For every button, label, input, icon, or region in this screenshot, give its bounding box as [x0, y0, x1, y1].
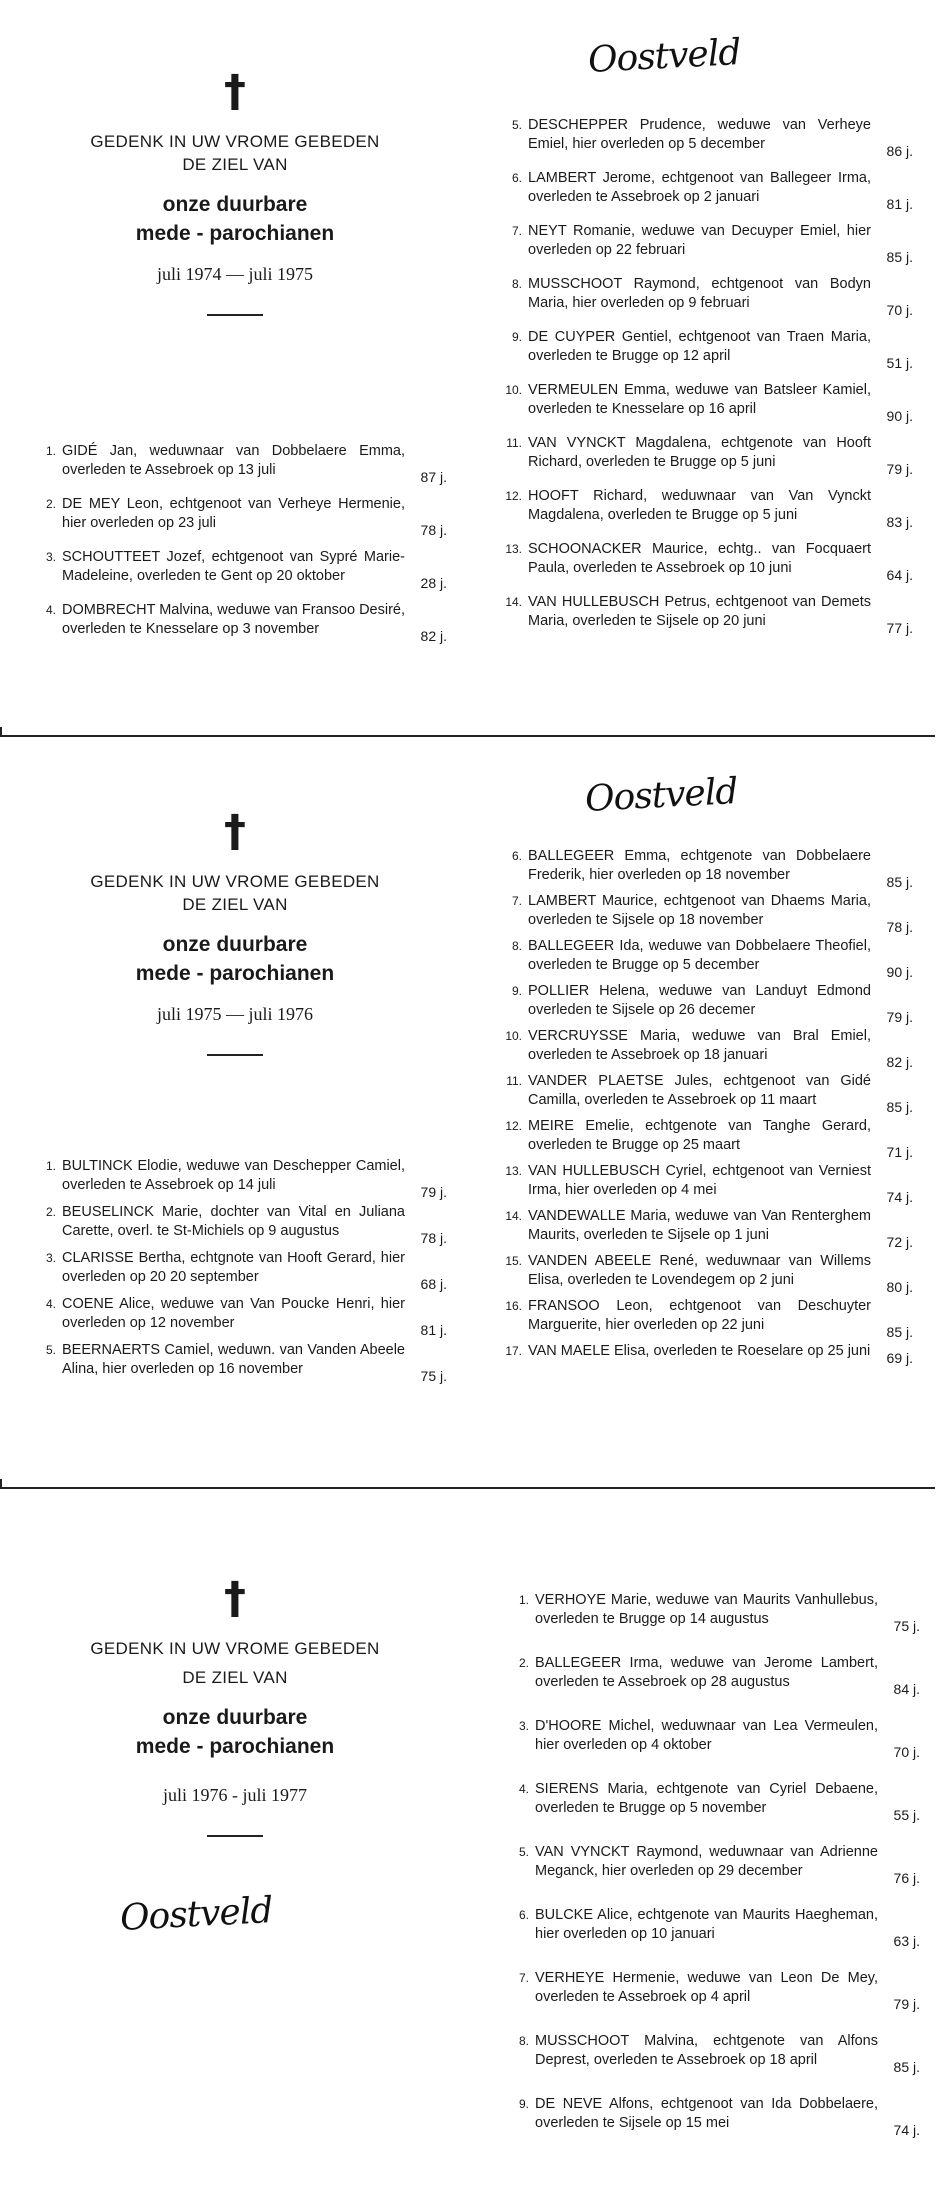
entry-text: BULTINCK Elodie, weduwe van Deschepper Camiel, overleden te Assebroek op 14 juli [62, 1158, 405, 1193]
entry-number: 6. [511, 171, 522, 185]
obituary-list-right [505, 116, 913, 636]
obituary-list-left [42, 1157, 447, 1384]
obituary-entry [506, 434, 913, 477]
entry-number: 14. [505, 595, 522, 609]
divider-dash [207, 314, 263, 316]
obituary-entry [505, 593, 913, 636]
entry-number: 2. [518, 1656, 529, 1670]
entry-text: BALLEGEER Emma, echtgenote van Dobbelaere Frederik, hier overleden op 18 november [528, 848, 871, 883]
entry-number: 11. [506, 436, 522, 450]
entry-number: 9. [518, 2097, 529, 2111]
entry-number: 7. [511, 224, 522, 238]
entry-number: 8. [511, 277, 522, 291]
entry-age: 75 j. [420, 1368, 447, 1384]
title-line-2: mede - parochianen [135, 962, 335, 985]
obituary-entry [42, 1295, 447, 1338]
entry-number: 1. [518, 1593, 529, 1607]
cross-icon: † [224, 1573, 246, 1624]
entry-text: DE NEVE Alfons, echtgenoot van Ida Dobbelaere, overleden te Sijsele op 15 mei [535, 2096, 878, 2131]
title-line-2: mede - parochianen [135, 222, 335, 245]
entry-number: 2. [45, 497, 56, 511]
entry-age: 70 j. [893, 1744, 920, 1760]
entry-age: 68 j. [420, 1276, 447, 1292]
entry-age: 72 j. [886, 1234, 913, 1250]
entry-age: 80 j. [886, 1279, 913, 1295]
entry-text: DESCHEPPER Prudence, weduwe van Verheye Emiel, hier overleden op 5 december [528, 117, 871, 152]
obituary-entry [42, 601, 447, 644]
entry-text: D'HOORE Michel, weduwnaar van Lea Vermeulen, hier overleden op 4 oktober [535, 1718, 878, 1753]
entry-text: VERHOYE Marie, weduwe van Maurits Vanhullebus, overleden te Brugge op 14 augustus [535, 1592, 878, 1627]
entry-text: DOMBRECHT Malvina, weduwe van Fransoo Desiré, overleden te Knesselare op 3 november [62, 602, 406, 637]
cross-icon: † [224, 806, 246, 857]
entry-age: 81 j. [886, 196, 913, 212]
obituary-entry [508, 169, 913, 212]
heading-line-2: DE ZIEL VAN [182, 1668, 288, 1687]
obituary-entry [508, 982, 913, 1025]
entry-age: 77 j. [886, 620, 913, 636]
entry-text: DE MEY Leon, echtgenoot van Verheye Hermenie, hier overleden op 23 juli [62, 496, 405, 531]
entry-text: NEYT Romanie, weduwe van Decuyper Emiel, hier overleden op 22 februari [528, 223, 871, 258]
heading-line-2: DE ZIEL VAN [182, 895, 288, 914]
entry-age: 90 j. [886, 408, 913, 424]
heading-line-2: DE ZIEL VAN [182, 155, 288, 174]
entry-text: SCHOUTTEET Jozef, echtgenoot van Sypré Marie-Madeleine, overleden te Gent op 20 oktober [62, 549, 405, 584]
entry-age: 28 j. [420, 575, 447, 591]
entry-age: 74 j. [886, 1189, 913, 1205]
obituary-entry [505, 1162, 913, 1205]
obituary-entry [508, 847, 913, 890]
entry-age: 90 j. [886, 964, 913, 980]
obituary-list-right [515, 1591, 920, 2138]
entry-number: 6. [518, 1908, 529, 1922]
entry-age: 78 j. [420, 522, 447, 538]
entry-age: 83 j. [886, 514, 913, 530]
obituary-entry [515, 1969, 920, 2012]
period-label: juli 1975 — juli 1976 [156, 1004, 313, 1024]
entry-age: 79 j. [886, 461, 913, 477]
obituary-entry [515, 1654, 920, 1697]
entry-text: VANDEWALLE Maria, weduwe van Van Renterghem Maurits, overleden te Sijsele op 1 juni [528, 1208, 871, 1243]
obituary-entry [42, 442, 447, 485]
obituary-list-right [505, 847, 913, 1366]
entry-text: VERCRUYSSE Maria, weduwe van Bral Emiel, overleden te Assebroek op 18 januari [528, 1028, 871, 1063]
obituary-entry [505, 1252, 913, 1295]
heading-line-1: GEDENK IN UW VROME GEBEDEN [90, 132, 380, 151]
handwritten-note: Oostveld [119, 1890, 274, 1939]
entry-number: 4. [518, 1782, 529, 1796]
entry-age: 82 j. [886, 1054, 913, 1070]
entry-number: 6. [511, 849, 522, 863]
obituary-entry [505, 1207, 913, 1250]
entry-text: MUSSCHOOT Raymond, echtgenoot van Bodyn Maria, hier overleden op 9 februari [528, 276, 871, 311]
entry-age: 78 j. [420, 1230, 447, 1246]
entry-text: POLLIER Helena, weduwe van Landuyt Edmond overleden te Sijsele op 26 decemer [528, 983, 871, 1018]
obituary-entry [42, 1203, 447, 1246]
obituary-entry [515, 2032, 920, 2075]
entry-number: 15. [505, 1254, 522, 1268]
entry-age: 85 j. [893, 2059, 920, 2075]
entry-text: FRANSOO Leon, echtgenoot van Deschuyter Marguerite, hier overleden op 22 juni [528, 1298, 871, 1333]
entry-age: 70 j. [886, 302, 913, 318]
entry-age: 63 j. [893, 1933, 920, 1949]
entry-number: 5. [518, 1845, 529, 1859]
entry-number: 8. [518, 2034, 529, 2048]
memorial-card-1975-1976 [0, 735, 950, 1487]
entry-text: DE CUYPER Gentiel, echtgenoot van Traen Maria, overleden te Brugge op 12 april [528, 329, 871, 364]
obituary-entry [515, 1843, 920, 1886]
card-heading [55, 806, 415, 1056]
obituary-entry [505, 487, 913, 530]
obituary-entry [506, 1072, 913, 1115]
obituary-entry [515, 2095, 920, 2138]
handwritten-note: Oostveld [587, 32, 742, 81]
entry-number: 14. [505, 1209, 522, 1223]
entry-age: 86 j. [886, 143, 913, 159]
entry-number: 12. [505, 489, 522, 503]
obituary-entry [515, 1906, 920, 1949]
entry-number: 5. [45, 1343, 56, 1357]
memorial-card-1974-1975 [0, 0, 950, 735]
entry-age: 79 j. [886, 1009, 913, 1025]
entry-number: 8. [511, 939, 522, 953]
entry-number: 13. [505, 542, 522, 556]
entry-number: 1. [45, 444, 56, 458]
entry-text: SIERENS Maria, echtgenote van Cyriel Debaene, overleden te Brugge op 5 november [535, 1781, 878, 1816]
obituary-list-left [42, 442, 447, 644]
entry-number: 5. [511, 118, 522, 132]
entry-age: 69 j. [886, 1350, 913, 1366]
entry-age: 79 j. [420, 1184, 447, 1200]
entry-age: 75 j. [893, 1618, 920, 1634]
entry-text: VANDER PLAETSE Jules, echtgenoot van Gidé Camilla, overleden te Assebroek op 11 maart [528, 1073, 871, 1108]
entry-number: 10. [505, 1029, 522, 1043]
divider-dash [207, 1835, 263, 1837]
entry-number: 7. [511, 894, 522, 908]
obituary-entry [505, 1117, 913, 1160]
entry-number: 3. [45, 550, 56, 564]
period-label: juli 1974 — juli 1975 [156, 264, 313, 284]
entry-text: HOOFT Richard, weduwnaar van Van Vynckt Magdalena, overleden te Brugge op 5 juni [528, 488, 871, 523]
handwritten-note: Oostveld [584, 771, 739, 820]
entry-age: 81 j. [420, 1322, 447, 1338]
obituary-entry [42, 1157, 447, 1200]
entry-age: 76 j. [893, 1870, 920, 1886]
entry-number: 10. [505, 383, 522, 397]
entry-age: 51 j. [886, 355, 913, 371]
entry-number: 13. [505, 1164, 522, 1178]
obituary-entry [508, 328, 913, 371]
memorial-card-1976-1977 [0, 1487, 950, 2211]
obituary-entry [505, 540, 913, 583]
entry-number: 3. [518, 1719, 529, 1733]
entry-age: 85 j. [886, 874, 913, 890]
entry-number: 4. [45, 603, 56, 617]
heading-line-1: GEDENK IN UW VROME GEBEDEN [90, 872, 380, 891]
entry-text: VAN VYNCKT Raymond, weduwnaar van Adrienne Meganck, hier overleden op 29 december [535, 1844, 878, 1879]
title-line-1: onze duurbare [162, 1706, 308, 1729]
cross-icon: † [224, 66, 246, 117]
entry-number: 9. [511, 330, 522, 344]
entry-number: 1. [45, 1159, 56, 1173]
entry-age: 55 j. [893, 1807, 920, 1823]
entry-text: BALLEGEER Ida, weduwe van Dobbelaere Theofiel, overleden te Brugge op 5 december [528, 938, 871, 973]
entry-age: 87 j. [420, 469, 447, 485]
entry-number: 2. [45, 1205, 56, 1219]
entry-text: VERMEULEN Emma, weduwe van Batsleer Kamiel, overleden te Knesselare op 16 april [528, 382, 871, 417]
entry-age: 71 j. [886, 1144, 913, 1160]
entry-age: 79 j. [893, 1996, 920, 2012]
heading-line-1: GEDENK IN UW VROME GEBEDEN [90, 1639, 380, 1658]
entry-age: 82 j. [420, 628, 447, 644]
entry-text: MEIRE Emelie, echtgenote van Tanghe Gerard, overleden te Brugge op 25 maart [528, 1118, 871, 1153]
period-label: juli 1976 - juli 1977 [163, 1785, 307, 1805]
title-line-2: mede - parochianen [135, 1735, 335, 1758]
obituary-entry [505, 1342, 913, 1366]
obituary-entry [505, 381, 913, 424]
entry-number: 4. [45, 1297, 56, 1311]
card-heading [55, 66, 415, 316]
entry-number: 11. [506, 1074, 522, 1088]
obituary-entry [508, 222, 913, 265]
obituary-entry [42, 495, 447, 538]
entry-text: LAMBERT Jerome, echtgenoot van Ballegeer Irma, overleden te Assebroek op 2 januari [528, 170, 871, 205]
entry-text: COENE Alice, weduwe van Van Poucke Henri, hier overleden op 12 november [62, 1296, 405, 1331]
entry-number: 3. [45, 1251, 56, 1265]
title-line-1: onze duurbare [162, 933, 308, 956]
entry-age: 78 j. [886, 919, 913, 935]
entry-text: BEERNAERTS Camiel, weduwn. van Vanden Abeele Alina, hier overleden op 16 november [62, 1342, 405, 1377]
entry-text: VAN MAELE Elisa, overleden te Roeselare op 25 juni [528, 1343, 871, 1359]
obituary-entry [42, 1249, 447, 1292]
entry-text: GIDÉ Jan, weduwnaar van Dobbelaere Emma, overleden te Assebroek op 13 juli [62, 443, 405, 478]
obituary-entry [508, 275, 913, 318]
entry-age: 85 j. [886, 1099, 913, 1115]
entry-text: VAN VYNCKT Magdalena, echtgenote van Hooft Richard, overleden te Brugge op 5 juni [528, 435, 871, 470]
entry-number: 17. [505, 1344, 522, 1358]
entry-age: 85 j. [886, 249, 913, 265]
entry-text: VAN HULLEBUSCH Cyriel, echtgenoot van Verniest Irma, hier overleden op 4 mei [528, 1163, 871, 1198]
divider-dash [207, 1054, 263, 1056]
entry-text: VANDEN ABEELE René, weduwnaar van Willems Elisa, overleden te Lovendegem op 2 juni [528, 1253, 871, 1288]
obituary-entry [515, 1717, 920, 1760]
entry-number: 7. [518, 1971, 529, 1985]
entry-text: LAMBERT Maurice, echtgenoot van Dhaems Maria, overleden te Sijsele op 18 november [528, 893, 871, 928]
obituary-entry [515, 1591, 920, 1634]
obituary-entry [508, 937, 913, 980]
obituary-entry [508, 116, 913, 159]
obituary-entry [42, 548, 447, 591]
obituary-entry [508, 892, 913, 935]
entry-text: SCHOONACKER Maurice, echtg.. van Focquaert Paula, overleden te Assebroek op 10 juni [528, 541, 871, 576]
entry-age: 64 j. [886, 567, 913, 583]
entry-age: 85 j. [886, 1324, 913, 1340]
entry-age: 74 j. [893, 2122, 920, 2138]
entry-text: MUSSCHOOT Malvina, echtgenote van Alfons Deprest, overleden te Assebroek op 18 april [535, 2033, 878, 2068]
entry-number: 16. [505, 1299, 522, 1313]
obituary-entry [515, 1780, 920, 1823]
obituary-entry [505, 1297, 913, 1340]
entry-age: 84 j. [893, 1681, 920, 1697]
entry-text: VERHEYE Hermenie, weduwe van Leon De Mey, overleden te Assebroek op 4 april [535, 1970, 878, 2005]
entry-text: BEUSELINCK Marie, dochter van Vital en Juliana Carette, overl. te St-Michiels op 9 augustus [62, 1204, 405, 1239]
title-line-1: onze duurbare [162, 193, 308, 216]
entry-number: 12. [505, 1119, 522, 1133]
obituary-entry [505, 1027, 913, 1070]
entry-text: BALLEGEER Irma, weduwe van Jerome Lambert, overleden te Assebroek op 28 augustus [535, 1655, 878, 1690]
entry-text: BULCKE Alice, echtgenote van Maurits Haegheman, hier overleden op 10 januari [535, 1907, 878, 1942]
obituary-entry [42, 1341, 447, 1384]
entry-number: 9. [511, 984, 522, 998]
entry-text: CLARISSE Bertha, echtgnote van Hooft Gerard, hier overleden op 20 20 september [62, 1250, 405, 1285]
entry-text: VAN HULLEBUSCH Petrus, echtgenoot van Demets Maria, overleden te Sijsele op 20 juni [528, 594, 871, 629]
card-heading [55, 1573, 415, 1837]
